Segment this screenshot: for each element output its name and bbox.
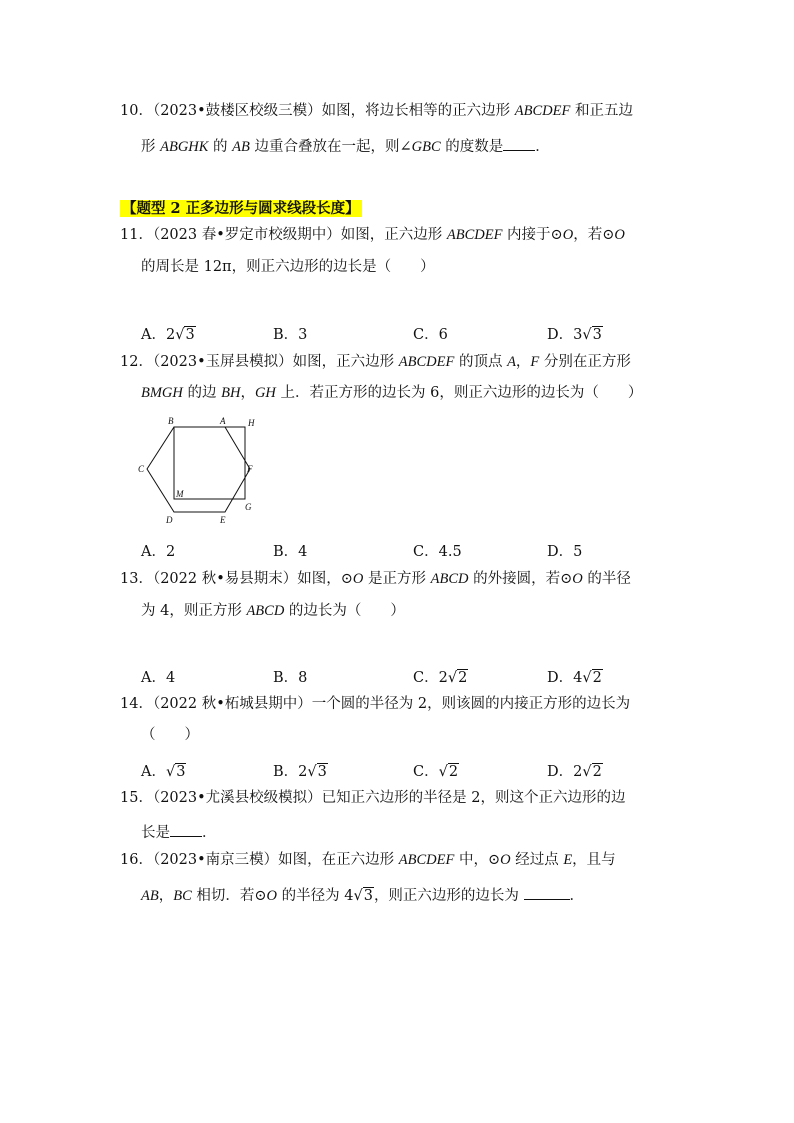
sqrt-symbol: √3 — [307, 764, 327, 780]
q15-line1: 15．（2023•尤溪县校级模拟）已知正六边形的半径是 2，则这个正六边形的边 — [120, 790, 626, 806]
sqrt-symbol: √2 — [447, 670, 468, 686]
section-heading: 【题型 2 正多边形与圆求线段长度】 — [122, 200, 360, 217]
sqrt-symbol: √3 — [165, 764, 186, 780]
q14-line1: 14．（2022 秋•柘城县期中）一个圆的半径为 2，则该圆的内接正方形的边长为 — [120, 696, 631, 712]
q13-option-d[interactable]: D．4√2 — [547, 670, 602, 686]
q13-line1: 13．（2022 秋•易县期末）如图，⊙O 是正方形 ABCD 的外接圆，若⊙O 的半径 — [120, 571, 631, 587]
q13-option-c[interactable]: C．2√2 — [413, 670, 468, 686]
sqrt-symbol: √2 — [582, 670, 602, 686]
sqrt-symbol: √2 — [582, 764, 602, 780]
q14-option-d[interactable]: D．2√2 — [547, 764, 602, 780]
q10-line2: 形 ABGHK 的 AB 边重合叠放在一起，则∠GBC 的度数是 ． — [141, 136, 550, 155]
q14-option-a[interactable]: A．√3 — [141, 764, 186, 780]
square-bmgh — [174, 427, 245, 499]
answer-blank — [524, 885, 570, 900]
label-b: B — [168, 416, 174, 426]
label-m: M — [176, 489, 184, 499]
sqrt-symbol: √3 — [175, 327, 195, 343]
label-e: E — [220, 515, 226, 525]
q11-option-c[interactable]: C．6 — [413, 327, 448, 343]
q11-option-a[interactable]: A．2√3 — [141, 327, 195, 343]
label-d: D — [166, 515, 173, 525]
label-c: C — [138, 464, 145, 474]
q14-line2: （ ） — [141, 727, 199, 743]
sqrt-symbol: √2 — [438, 764, 459, 780]
q12-option-d[interactable]: D．5 — [547, 544, 583, 560]
label-f: F — [247, 464, 253, 474]
q11-line1: 11．（2023 春•罗定市校级期中）如图，正六边形 ABCDEF 内接于⊙O，若⊙O — [120, 227, 625, 243]
q14-option-b[interactable]: B．2√3 — [273, 764, 327, 780]
q11-option-b[interactable]: B．3 — [273, 327, 308, 343]
q11-line2: 的周长是 12π，则正六边形的边长是（ ） — [141, 259, 435, 275]
q12-line2: BMGH 的边 BH，GH 上．若正方形的边长为 6，则正六边形的边长为（ ） — [141, 385, 643, 401]
q15-line2: 长是 ． — [141, 822, 217, 841]
label-g: G — [245, 502, 252, 512]
q10-line1: 10．（2023•鼓楼区校级三模）如图，将边长相等的正六边形 ABCDEF 和正五边 — [120, 103, 633, 119]
q16-line2: AB，BC 相切．若⊙O 的半径为 4√3，则正六边形的边长为 ． — [141, 885, 584, 904]
q14-option-c[interactable]: C．√2 — [413, 764, 459, 780]
q12-option-b[interactable]: B．4 — [273, 544, 308, 560]
answer-blank — [170, 822, 202, 837]
answer-blank — [503, 136, 535, 151]
sqrt-symbol: √3 — [582, 327, 602, 343]
q12-option-a[interactable]: A．2 — [141, 544, 176, 560]
label-a: A — [220, 416, 226, 426]
q12-option-c[interactable]: C．4.5 — [413, 544, 462, 560]
q16-line1: 16．（2023•南京三模）如图，在正六边形 ABCDEF 中，⊙O 经过点 E，且与 — [120, 852, 616, 868]
sqrt-symbol: √3 — [353, 888, 373, 904]
q13-option-a[interactable]: A．4 — [141, 670, 176, 686]
q12-figure — [130, 412, 270, 530]
q13-option-b[interactable]: B．8 — [273, 670, 308, 686]
label-h: H — [248, 418, 255, 428]
q11-option-d[interactable]: D．3√3 — [547, 327, 602, 343]
q13-line2: 为 4，则正方形 ABCD 的边长为（ ） — [141, 603, 405, 619]
q12-line1: 12．（2023•玉屏县模拟）如图，正六边形 ABCDEF 的顶点 A，F 分别在正方形 — [120, 354, 631, 370]
